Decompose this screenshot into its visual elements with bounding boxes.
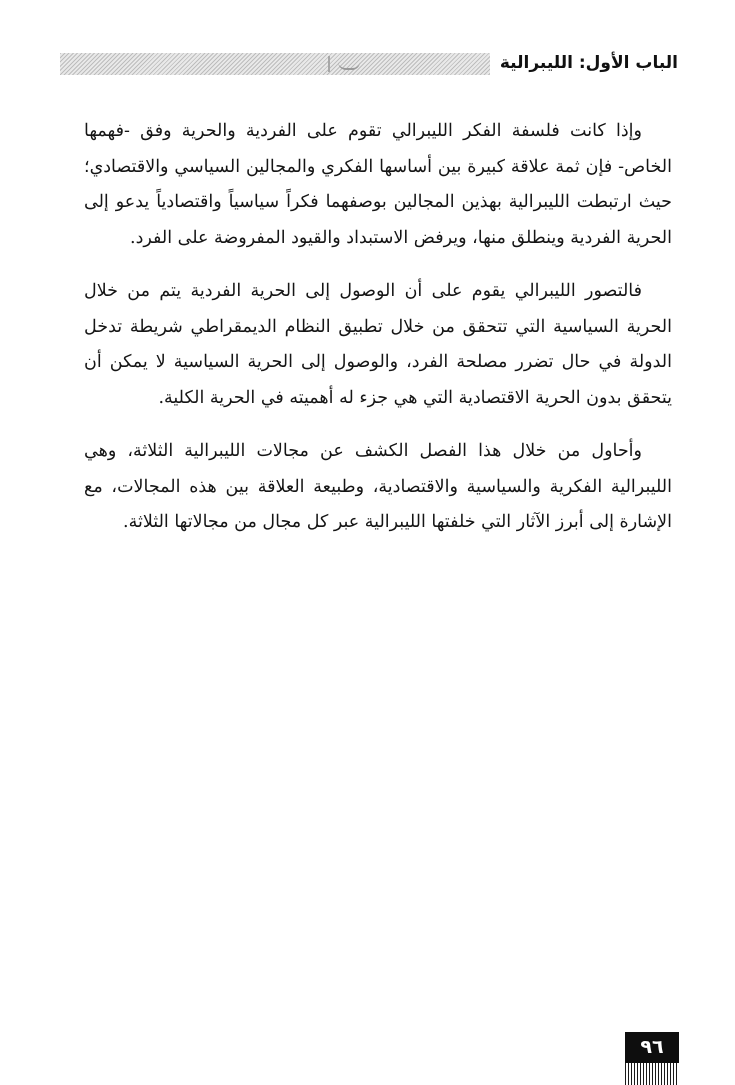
paragraph-2: فالتصور الليبرالي يقوم على أن الوصول إلى الحرية الفردية يتم من خلال الحرية السياسية التي تتحقق من خلال تطبيق النظام الديمقراطي شريطة تدخل الدولة في حال تضرر مصلحة الفرد، والوصول إلى الحرية السياسية لا يمكن أن يتحقق بدون الحرية الاقتصادية التي هي جزء له أهميته في الحرية الكلية. [84, 281, 672, 408]
page-number: ٩٦ [625, 1032, 679, 1063]
chapter-title: الباب الأول: الليبرالية [499, 53, 678, 73]
paragraph-3: وأحاول من خلال هذا الفصل الكشف عن مجالات الليبرالية الثلاثة، وهي الليبرالية الفكرية والسياسية والاقتصادية، وطبيعة العلاقة بين هذه المجالات، مع الإشارة إلى أبرز الآثار التي خلفتها الليبرالية عبر كل مجال من مجالاتها الثلاثة. [84, 441, 672, 532]
header-tick-mark [328, 56, 330, 72]
paragraph-1: وإذا كانت فلسفة الفكر الليبرالي تقوم على الفردية والحرية وفق -فهمها الخاص- فإن ثمة علاقة كبيرة بين أساسها الفكري والمجالين السياسي والاقتصادي؛ حيث ارتبطت الليبرالية بهذين المجالين بوصفهما فكراً سياسياً واقتصادياً يدعو إلى الحرية الفردية وينطلق منها، ويرفض الاستبداد والقيود المفروضة على الفرد. [84, 121, 672, 248]
header-ornament-mark [338, 59, 360, 70]
footer-barcode-strip [625, 1063, 679, 1085]
body-text [84, 114, 672, 559]
running-header [60, 46, 678, 80]
header-decorative-band [60, 53, 490, 75]
